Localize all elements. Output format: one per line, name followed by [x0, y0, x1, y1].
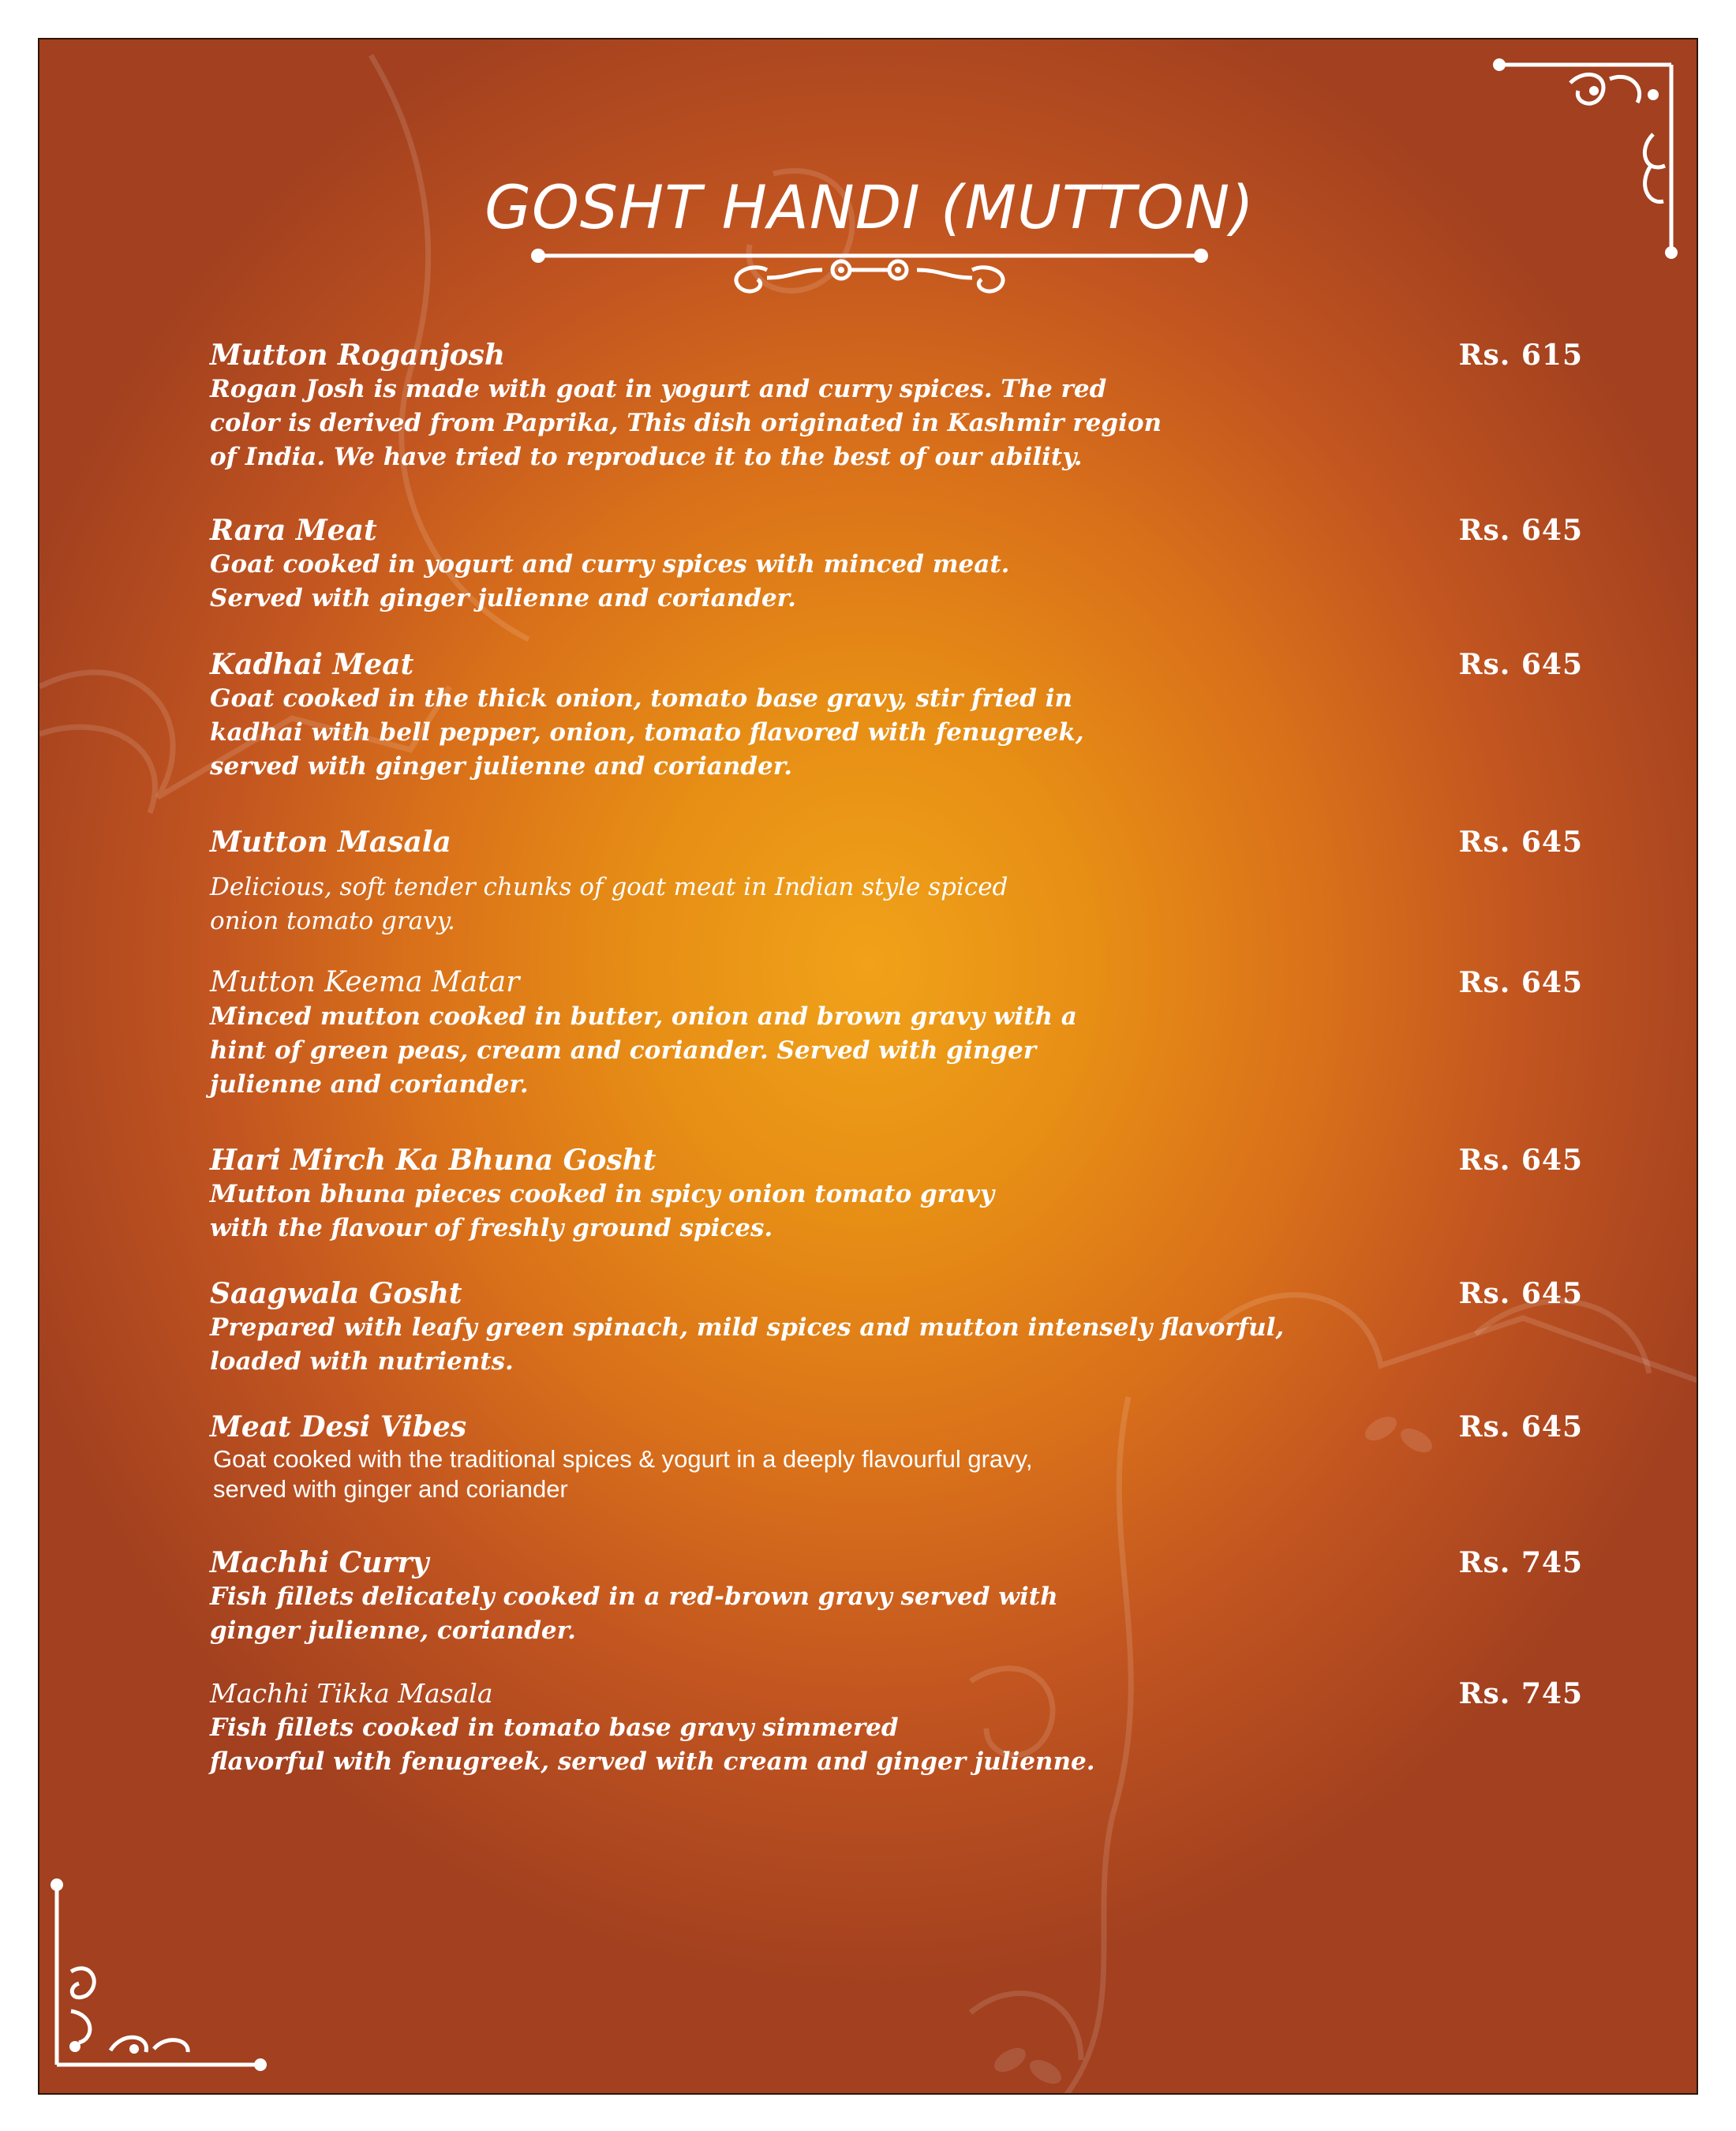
menu-item: [210, 1676, 1583, 1779]
menu-item: [210, 1410, 1583, 1504]
menu-item-description: Prepared with leafy green spinach, mild spices and mutton intensely flavorful, loaded with nutrients.: [210, 1313, 1285, 1376]
menu-item-name: Mutton Roganjosh: [210, 339, 506, 372]
menu-item-description: Rogan Josh is made with goat in yogurt and curry spices. The red color is derived from Paprika, This dish originated in Kashmir region of India. We have tried to reproduce it to the best of our ability.: [210, 375, 1162, 471]
title-underline-ornament: [530, 246, 1209, 309]
bottom-left-corner-ornament: [47, 1869, 276, 2090]
menu-item-name: Meat Desi Vibes: [210, 1410, 467, 1444]
menu-item: [210, 965, 1583, 1102]
menu-item-description: Fish fillets cooked in tomato base gravy simmered flavorful with fenugreek, served with cream and ginger julienne.: [210, 1713, 1095, 1776]
menu-item-price: Rs. 645: [1458, 966, 1583, 999]
menu-item-description: Goat cooked with the traditional spices & yogurt in a deeply flavourful gravy, served with ginger and coriander: [213, 1445, 1033, 1503]
menu-item-price: Rs. 645: [1458, 514, 1583, 547]
menu-item-name: Machhi Curry: [210, 1546, 429, 1579]
menu-item-name: Mutton Masala: [210, 826, 451, 859]
menu-item-description: Goat cooked in yogurt and curry spices with minced meat. Served with ginger julienne and coriander.: [210, 550, 1010, 612]
menu-item-name: Saagwala Gosht: [210, 1277, 462, 1310]
menu-page: [38, 38, 1698, 2095]
menu-item-price: Rs. 745: [1458, 1677, 1583, 1710]
menu-item: [210, 1276, 1583, 1379]
menu-item-price: Rs. 645: [1458, 1144, 1583, 1177]
menu-item-description: Fish fillets delicately cooked in a red-brown gravy served with ginger julienne, coriander.: [210, 1582, 1058, 1645]
menu-item-price: Rs. 645: [1458, 1410, 1583, 1444]
menu-item: [210, 1143, 1583, 1245]
menu-item-name: Kadhai Meat: [210, 648, 414, 681]
menu-item-price: Rs. 645: [1458, 826, 1583, 859]
menu-item-description: Delicious, soft tender chunks of goat meat in Indian style spiced onion tomato gravy.: [210, 873, 1008, 935]
menu-item: [210, 1545, 1583, 1648]
menu-item: [210, 338, 1583, 474]
menu-item: [210, 513, 1583, 616]
menu-item-price: Rs. 645: [1458, 1277, 1583, 1310]
menu-item-description: Goat cooked in the thick onion, tomato base gravy, stir fried in kadhai with bell pepper, onion, tomato flavored with fenugreek, served with ginger julienne and coriander.: [210, 684, 1084, 781]
menu-item-description: Minced mutton cooked in butter, onion and brown gravy with a hint of green peas, cream and coriander. Served with ginger julienne and coriander.: [210, 1002, 1077, 1099]
menu-item-price: Rs. 745: [1458, 1546, 1583, 1579]
menu-item-price: Rs. 645: [1458, 648, 1583, 681]
menu-item-name: Mutton Keema Matar: [210, 966, 520, 998]
page-title: GOSHT HANDI (MUTTON): [485, 172, 1255, 242]
menu-item-name: Hari Mirch Ka Bhuna Gosht: [210, 1144, 657, 1177]
menu-item-description: Mutton bhuna pieces cooked in spicy onion tomato gravy with the flavour of freshly ground spices.: [210, 1180, 995, 1242]
menu-item: [210, 647, 1583, 784]
menu-item-name: Rara Meat: [210, 514, 377, 547]
menu-item-price: Rs. 615: [1458, 339, 1583, 372]
menu-item: [210, 825, 1583, 938]
menu-item-name: Machhi Tikka Masala: [210, 1678, 493, 1709]
